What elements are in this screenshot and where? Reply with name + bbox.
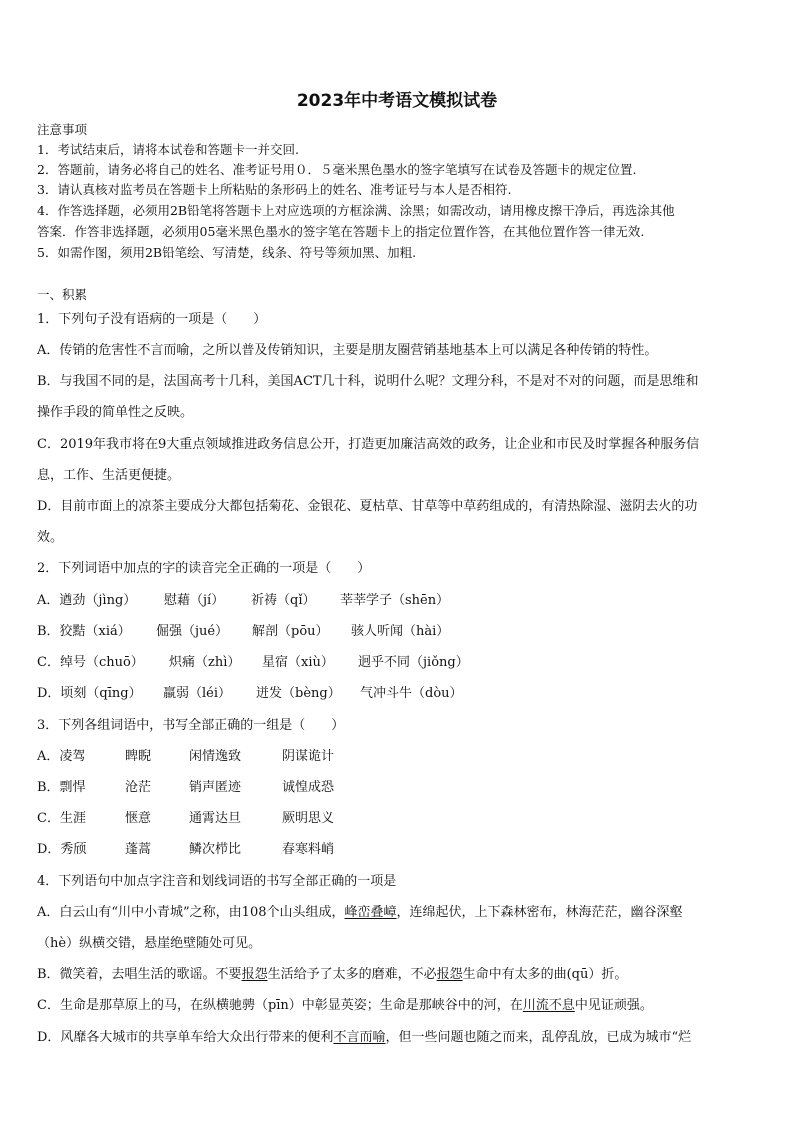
question-1-option-a: A．传销的危害性不言而喻，之所以普及传销知识，主要是朋友圈营销基地基本上可以满足各种传销的特性。: [37, 343, 658, 358]
question-4-option-a-cont: （hè）纵横交错，悬崖绝壁随处可见。: [37, 936, 262, 951]
option-term: 睥睨: [125, 749, 152, 764]
question-2-stem: 2．下列词语中加点的字的读音完全正确的一项是（ ）: [37, 561, 371, 576]
text-run: C．生命是那草原上的马，在纵横驰骋（pīn）中彰显英姿；生命是那峡谷中的河，在: [37, 998, 523, 1013]
underlined-term: 川流不息: [522, 998, 575, 1013]
option-term: 星宿（xiù）: [262, 655, 334, 670]
option-term: 骇人听闻（hài）: [351, 624, 450, 639]
question-3-option-a: [37, 749, 759, 765]
question-1-option-c: C．2019年我市将在9大重点领域推进政务信息公开，打造更加廉洁高效的政务，让企业和市民及时掌握各种服务信: [37, 437, 700, 452]
option-term: 迥乎不同（jiǒng）: [358, 655, 469, 670]
option-term: C．绰号（chuō）: [37, 655, 144, 670]
question-1-option-c-cont: 息，工作、生活更便捷。: [37, 468, 181, 483]
option-term: 沧茫: [125, 780, 152, 795]
option-term: 春寒料峭: [282, 842, 335, 857]
option-term: 炽痛（zhì）: [169, 655, 241, 670]
option-term: 迸发（bèng）: [256, 686, 341, 701]
question-4-option-c: [37, 998, 759, 1014]
notice-heading: 注意事项: [37, 122, 88, 137]
question-3-option-d: [37, 842, 759, 858]
text-run: 生活给予了太多的磨难，不必: [267, 967, 437, 982]
text-run: 生命中有太多的曲(qū）折。: [462, 967, 628, 982]
question-1-option-d-cont: 效。: [37, 530, 64, 545]
option-term: D．顷刻（qīng）: [37, 686, 142, 701]
question-3-option-c: [37, 811, 759, 827]
text-run: D．风靡各大城市的共享单车给大众出行带来的便利: [37, 1030, 334, 1045]
notice-line: 2．答题前，请务必将自己的姓名、准考证号用０．５毫米黑色墨水的签字笔填写在试卷及答题卡的规定位置.: [37, 162, 637, 177]
question-1-option-b-cont: 操作手段的简单性之反映。: [37, 405, 194, 420]
question-2-option-d: [37, 686, 759, 702]
question-4-option-b: [37, 967, 759, 983]
question-3-option-b: [37, 780, 759, 796]
option-term: 祈祷（qǐ）: [251, 593, 316, 608]
question-3-stem: 3．下列各组词语中，书写全部正确的一组是（ ）: [37, 718, 345, 733]
underlined-term: 报怨: [436, 967, 463, 982]
option-term: A．遒劲（jìng）: [37, 593, 137, 608]
page-title: 2023年中考语文模拟试卷: [296, 91, 498, 111]
notice-line: 3．请认真核对监考员在答题卡上所粘贴的条形码上的姓名、准考证号与本人是否相符.: [37, 182, 512, 197]
option-term: 鳞次栉比: [189, 842, 242, 857]
option-term: 通霄达旦: [189, 811, 242, 826]
option-term: 诚惶成恐: [282, 780, 335, 795]
notice-line: 5．如需作图，须用2B铅笔绘、写清楚，线条、符号等须加黑、加粗.: [37, 245, 417, 260]
option-term: 蓬蒿: [125, 842, 152, 857]
question-2-option-a: [37, 593, 759, 609]
notice-line: 4．作答选择题，必须用2B铅笔将答题卡上对应选项的方框涂满、涂黑；如需改动，请用橡皮擦干净后，再选涂其他: [37, 203, 675, 218]
notice-line: 1．考试结束后，请将本试卷和答题卡一并交回.: [37, 142, 299, 157]
option-term: 闲情逸致: [189, 749, 242, 764]
option-term: 销声匿迹: [189, 780, 242, 795]
option-term: 惬意: [125, 811, 152, 826]
option-term: 解剖（pōu）: [252, 624, 329, 639]
text-run: ，连绵起伏，上下森林密布，林海茫茫，幽谷深壑: [396, 905, 683, 920]
question-4-stem: 4．下列语句中加点字注音和划线词语的书写全部正确的一项是: [37, 874, 397, 889]
question-2-option-b: [37, 624, 759, 640]
question-2-option-c: [37, 655, 759, 671]
option-term: A．凌驾: [37, 749, 86, 764]
question-4-option-a: [37, 905, 759, 921]
option-term: 阴谋诡计: [282, 749, 335, 764]
question-1-option-d: D．目前市面上的凉茶主要成分大都包括菊花、金银花、夏枯草、甘草等中草药组成的，有清热除湿、滋阴去火的功: [37, 499, 698, 514]
option-term: C．生涯: [37, 811, 86, 826]
option-term: 莘莘学子（shēn）: [340, 593, 450, 608]
question-1-stem: 1．下列句子没有语病的一项是（ ）: [37, 312, 267, 327]
option-term: 厥明思义: [282, 811, 335, 826]
text-run: ，但一些问题也随之而来，乱停乱放，已成为城市“烂: [385, 1030, 692, 1045]
option-term: 倔强（jué）: [156, 624, 229, 639]
question-4-option-d: [37, 1030, 759, 1046]
option-term: 慰藉（jí）: [164, 593, 225, 608]
option-term: 羸弱（léi）: [163, 686, 232, 701]
notice-line: 答案．作答非选择题，必须用05毫米黑色墨水的签字笔在答题卡上的指定位置作答，在其他位置作答一律无效.: [37, 224, 645, 239]
text-run: 中见证顽强。: [574, 998, 653, 1013]
underlined-term: 峰峦叠嶂: [344, 905, 397, 920]
option-term: B．狡黠（xiá）: [37, 624, 131, 639]
section-heading: 一、积累: [37, 287, 88, 302]
underlined-term: 不言而喻: [333, 1030, 386, 1045]
underlined-term: 报怨: [241, 967, 268, 982]
question-1-option-b: B．与我国不同的是，法国高考十几科，美国ACT几十科，说明什么呢？文理分科，不是对不对的问题，而是思维和: [37, 374, 699, 389]
text-run: A．白云山有“川中小青城”之称，由108个山头组成，: [37, 905, 345, 920]
option-term: D．秀颀: [37, 842, 87, 857]
option-term: B．剽悍: [37, 780, 86, 795]
text-run: B．微笑着，去唱生活的歌谣。不要: [37, 967, 242, 982]
option-term: 气冲斗牛（dòu）: [360, 686, 463, 701]
